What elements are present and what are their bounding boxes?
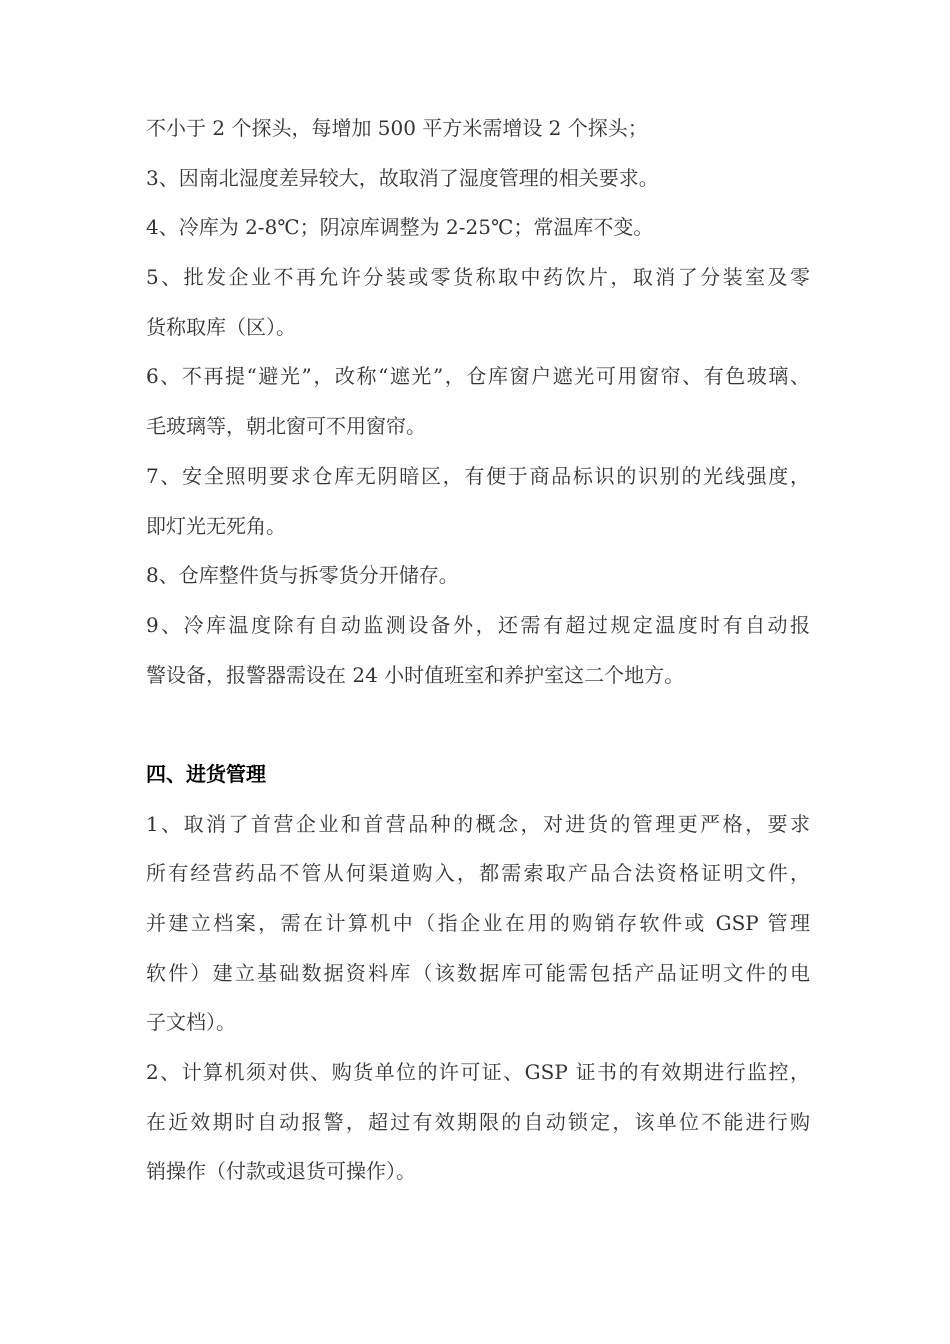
text-line: 2、计算机须对供、购货单位的许可证、GSP 证书的有效期进行监控， [146,1060,810,1085]
text-line: 8、仓库整件货与拆零货分开储存。 [146,563,459,588]
text-line: 5、批发企业不再允许分装或零货称取中药饮片，取消了分装室及零 [146,265,810,290]
text-line: 子文档）。 [146,1010,236,1035]
document-body [146,104,810,1197]
text-line: 3、因南北湿度差异较大，故取消了湿度管理的相关要求。 [146,165,659,190]
text-line: 货称取库（区）。 [146,314,296,339]
text-line: 不小于 2 个探头，每增加 500 平方米需增设 2 个探头； [146,116,648,140]
text-line: 警设备，报警器需设在 24 小时值班室和养护室这二个地方。 [146,662,685,687]
text-line: 软件）建立基础数据资料库（该数据库可能需包括产品证明文件的电 [146,960,810,985]
paragraph-gap [146,700,810,750]
section-heading: 四、进货管理 [146,761,266,786]
text-line: 在近效期时自动报警，超过有效期限的自动锁定，该单位不能进行购 [146,1109,810,1134]
text-line: 7、安全照明要求仓库无阴暗区，有便于商品标识的识别的光线强度， [146,463,810,488]
text-line: 销操作（付款或退货可操作）。 [146,1159,416,1184]
text-line: 即灯光无死角。 [146,513,286,538]
text-line: 并建立档案，需在计算机中（指企业在用的购销存软件或 GSP 管理 [146,911,810,935]
text-line: 所有经营药品不管从何渠道购入，都需索取产品合法资格证明文件， [146,861,810,886]
text-line: 6、不再提“避光”，改称“遮光”，仓库窗户遮光可用窗帘、有色玻璃、 [146,364,810,389]
text-line: 9、冷库温度除有自动监测设备外，还需有超过规定温度时有自动报 [146,612,810,637]
text-line: 4、冷库为 2-8℃；阴凉库调整为 2-25℃；常温库不变。 [146,215,654,240]
text-line: 毛玻璃等，朝北窗可不用窗帘。 [146,414,426,439]
text-line: 1、取消了首营企业和首营品种的概念，对进货的管理更严格，要求 [146,811,810,836]
